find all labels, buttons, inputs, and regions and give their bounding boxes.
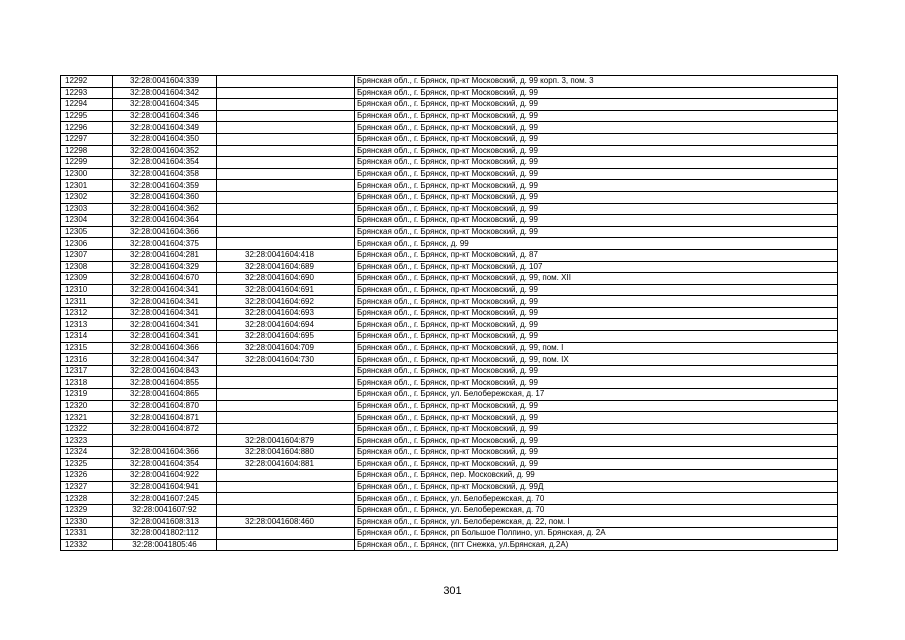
address-cell: Брянская обл., г. Брянск, ул. Белобережская, д. 70 — [355, 504, 838, 516]
address-cell: Брянская обл., г. Брянск, пр-кт Московский, д. 99 — [355, 122, 838, 134]
cadastral-number-cell: 32:28:0041604:352 — [113, 145, 217, 157]
cadastral-number-cell: 32:28:0041805:46 — [113, 539, 217, 551]
related-cadastral-number-cell — [217, 539, 355, 551]
related-cadastral-number-cell — [217, 133, 355, 145]
address-cell: Брянская обл., г. Брянск, пр-кт Московский, д. 99 — [355, 133, 838, 145]
row-number-cell: 12305 — [61, 226, 113, 238]
row-number-cell: 12318 — [61, 377, 113, 389]
address-cell: Брянская обл., г. Брянск, пр-кт Московский, д. 99 — [355, 99, 838, 111]
cadastral-number-cell: 32:28:0041604:366 — [113, 226, 217, 238]
related-cadastral-number-cell — [217, 99, 355, 111]
address-cell: Брянская обл., г. Брянск, пр-кт Московский, д. 99 — [355, 168, 838, 180]
address-cell: Брянская обл., г. Брянск, пр-кт Московский, д. 99 — [355, 87, 838, 99]
address-cell: Брянская обл., г. Брянск, пр-кт Московский, д. 99 — [355, 365, 838, 377]
table-row — [61, 458, 838, 470]
related-cadastral-number-cell: 32:28:0041604:730 — [217, 354, 355, 366]
address-cell: Брянская обл., г. Брянск, пр-кт Московский, д. 99 — [355, 203, 838, 215]
address-cell: Брянская обл., г. Брянск, пер. Московский, д. 99 — [355, 470, 838, 482]
row-number-cell: 12315 — [61, 342, 113, 354]
related-cadastral-number-cell: 32:28:0041604:881 — [217, 458, 355, 470]
address-cell: Брянская обл., г. Брянск, пр-кт Московский, д. 87 — [355, 249, 838, 261]
cadastral-number-cell: 32:28:0041604:366 — [113, 447, 217, 459]
related-cadastral-number-cell — [217, 528, 355, 540]
row-number-cell: 12332 — [61, 539, 113, 551]
table-row — [61, 319, 838, 331]
table-row — [61, 273, 838, 285]
row-number-cell: 12322 — [61, 423, 113, 435]
related-cadastral-number-cell: 32:28:0041604:709 — [217, 342, 355, 354]
address-cell: Брянская обл., г. Брянск, пр-кт Московский, д. 99 — [355, 110, 838, 122]
row-number-cell: 12298 — [61, 145, 113, 157]
table-row — [61, 528, 838, 540]
table-row — [61, 435, 838, 447]
address-cell: Брянская обл., г. Брянск, пр-кт Московский, д. 99 корп. 3, пом. 3 — [355, 76, 838, 88]
address-cell: Брянская обл., г. Брянск, пр-кт Московский, д. 99, пом. I — [355, 342, 838, 354]
cadastral-number-cell: 32:28:0041604:855 — [113, 377, 217, 389]
table-row — [61, 539, 838, 551]
address-cell: Брянская обл., г. Брянск, пр-кт Московский, д. 99 — [355, 284, 838, 296]
cadastral-number-cell: 32:28:0041604:341 — [113, 331, 217, 343]
cadastral-number-cell: 32:28:0041608:313 — [113, 516, 217, 528]
table-row — [61, 145, 838, 157]
cadastral-number-cell: 32:28:0041604:366 — [113, 342, 217, 354]
row-number-cell: 12313 — [61, 319, 113, 331]
cadastral-number-cell: 32:28:0041604:349 — [113, 122, 217, 134]
cadastral-number-cell: 32:28:0041802:112 — [113, 528, 217, 540]
row-number-cell: 12296 — [61, 122, 113, 134]
table-row — [61, 307, 838, 319]
table-row — [61, 331, 838, 343]
row-number-cell: 12331 — [61, 528, 113, 540]
row-number-cell: 12310 — [61, 284, 113, 296]
related-cadastral-number-cell: 32:28:0041604:689 — [217, 261, 355, 273]
table-row — [61, 423, 838, 435]
table-row — [61, 87, 838, 99]
table-row — [61, 354, 838, 366]
related-cadastral-number-cell — [217, 122, 355, 134]
related-cadastral-number-cell — [217, 504, 355, 516]
row-number-cell: 12304 — [61, 215, 113, 227]
row-number-cell: 12294 — [61, 99, 113, 111]
table-row — [61, 180, 838, 192]
cadastral-number-cell: 32:28:0041604:871 — [113, 412, 217, 424]
cadastral-number-cell: 32:28:0041604:281 — [113, 249, 217, 261]
row-number-cell: 12314 — [61, 331, 113, 343]
address-cell: Брянская обл., г. Брянск, пр-кт Московский, д. 99 — [355, 447, 838, 459]
cadastral-number-cell: 32:28:0041604:941 — [113, 481, 217, 493]
table-row — [61, 516, 838, 528]
table-row — [61, 157, 838, 169]
address-cell: Брянская обл., г. Брянск, пр-кт Московский, д. 99 — [355, 180, 838, 192]
address-cell: Брянская обл., г. Брянск, пр-кт Московский, д. 99 — [355, 331, 838, 343]
address-cell: Брянская обл., г. Брянск, пр-кт Московский, д. 99 — [355, 412, 838, 424]
row-number-cell: 12300 — [61, 168, 113, 180]
related-cadastral-number-cell: 32:28:0041604:690 — [217, 273, 355, 285]
cadastral-number-cell: 32:28:0041604:362 — [113, 203, 217, 215]
row-number-cell: 12297 — [61, 133, 113, 145]
table-row — [61, 296, 838, 308]
table-row — [61, 215, 838, 227]
row-number-cell: 12309 — [61, 273, 113, 285]
cadastral-number-cell: 32:28:0041604:358 — [113, 168, 217, 180]
row-number-cell: 12317 — [61, 365, 113, 377]
table-row — [61, 261, 838, 273]
table-row — [61, 249, 838, 261]
address-cell: Брянская обл., г. Брянск, пр-кт Московский, д. 99 — [355, 215, 838, 227]
table-row — [61, 110, 838, 122]
related-cadastral-number-cell — [217, 157, 355, 169]
cadastral-number-cell: 32:28:0041604:341 — [113, 284, 217, 296]
related-cadastral-number-cell — [217, 377, 355, 389]
table-row — [61, 377, 838, 389]
cadastral-number-cell: 32:28:0041604:922 — [113, 470, 217, 482]
cadastral-number-cell: 32:28:0041604:670 — [113, 273, 217, 285]
row-number-cell: 12295 — [61, 110, 113, 122]
related-cadastral-number-cell — [217, 226, 355, 238]
address-cell: Брянская обл., г. Брянск, пр-кт Московский, д. 99, пом. XII — [355, 273, 838, 285]
cadastral-number-cell: 32:28:0041607:245 — [113, 493, 217, 505]
cadastral-number-cell — [113, 435, 217, 447]
related-cadastral-number-cell: 32:28:0041604:691 — [217, 284, 355, 296]
cadastral-number-cell: 32:28:0041604:354 — [113, 157, 217, 169]
address-cell: Брянская обл., г. Брянск, ул. Белобережская, д. 17 — [355, 389, 838, 401]
table-row — [61, 284, 838, 296]
related-cadastral-number-cell — [217, 238, 355, 250]
related-cadastral-number-cell: 32:28:0041604:692 — [217, 296, 355, 308]
table-row — [61, 203, 838, 215]
related-cadastral-number-cell: 32:28:0041604:693 — [217, 307, 355, 319]
row-number-cell: 12312 — [61, 307, 113, 319]
table-row — [61, 133, 838, 145]
row-number-cell: 12293 — [61, 87, 113, 99]
address-cell: Брянская обл., г. Брянск, д. 99 — [355, 238, 838, 250]
row-number-cell: 12306 — [61, 238, 113, 250]
related-cadastral-number-cell — [217, 110, 355, 122]
row-number-cell: 12324 — [61, 447, 113, 459]
related-cadastral-number-cell — [217, 423, 355, 435]
cadastral-number-cell: 32:28:0041604:360 — [113, 191, 217, 203]
related-cadastral-number-cell — [217, 412, 355, 424]
related-cadastral-number-cell — [217, 180, 355, 192]
table-row — [61, 238, 838, 250]
table-row — [61, 168, 838, 180]
address-cell: Брянская обл., г. Брянск, пр-кт Московский, д. 107 — [355, 261, 838, 273]
row-number-cell: 12301 — [61, 180, 113, 192]
row-number-cell: 12316 — [61, 354, 113, 366]
cadastral-number-cell: 32:28:0041604:346 — [113, 110, 217, 122]
table-row — [61, 412, 838, 424]
address-cell: Брянская обл., г. Брянск, пр-кт Московский, д. 99 — [355, 435, 838, 447]
table-row — [61, 470, 838, 482]
cadastral-number-cell: 32:28:0041604:870 — [113, 400, 217, 412]
row-number-cell: 12319 — [61, 389, 113, 401]
related-cadastral-number-cell: 32:28:0041604:880 — [217, 447, 355, 459]
related-cadastral-number-cell — [217, 76, 355, 88]
cadastral-number-cell: 32:28:0041604:339 — [113, 76, 217, 88]
row-number-cell: 12299 — [61, 157, 113, 169]
table-row — [61, 481, 838, 493]
cadastral-number-cell: 32:28:0041604:341 — [113, 319, 217, 331]
related-cadastral-number-cell — [217, 203, 355, 215]
row-number-cell: 12328 — [61, 493, 113, 505]
page-number: 301 — [443, 585, 462, 597]
address-cell: Брянская обл., г. Брянск, пр-кт Московский, д. 99 — [355, 423, 838, 435]
address-cell: Брянская обл., г. Брянск, пр-кт Московский, д. 99 — [355, 307, 838, 319]
address-cell: Брянская обл., г. Брянск, пр-кт Московский, д. 99 — [355, 157, 838, 169]
address-cell: Брянская обл., г. Брянск, пр-кт Московский, д. 99 — [355, 377, 838, 389]
table-row — [61, 226, 838, 238]
related-cadastral-number-cell — [217, 191, 355, 203]
table-row — [61, 389, 838, 401]
cadastral-number-cell: 32:28:0041604:843 — [113, 365, 217, 377]
row-number-cell: 12329 — [61, 504, 113, 516]
table-row — [61, 504, 838, 516]
cadastral-number-cell: 32:28:0041604:865 — [113, 389, 217, 401]
related-cadastral-number-cell: 32:28:0041604:695 — [217, 331, 355, 343]
cadastral-table — [60, 75, 838, 551]
row-number-cell: 12308 — [61, 261, 113, 273]
row-number-cell: 12321 — [61, 412, 113, 424]
table-body — [61, 76, 838, 551]
table-row — [61, 365, 838, 377]
row-number-cell: 12292 — [61, 76, 113, 88]
address-cell: Брянская обл., г. Брянск, ул. Белобережская, д. 70 — [355, 493, 838, 505]
address-cell: Брянская обл., г. Брянск, рп Большое Полпино, ул. Брянская, д. 2А — [355, 528, 838, 540]
cadastral-number-cell: 32:28:0041604:350 — [113, 133, 217, 145]
related-cadastral-number-cell — [217, 481, 355, 493]
cadastral-number-cell: 32:28:0041607:92 — [113, 504, 217, 516]
table-row — [61, 447, 838, 459]
row-number-cell: 12323 — [61, 435, 113, 447]
related-cadastral-number-cell — [217, 389, 355, 401]
row-number-cell: 12330 — [61, 516, 113, 528]
table-row — [61, 342, 838, 354]
related-cadastral-number-cell — [217, 215, 355, 227]
cadastral-number-cell: 32:28:0041604:347 — [113, 354, 217, 366]
cadastral-number-cell: 32:28:0041604:345 — [113, 99, 217, 111]
row-number-cell: 12307 — [61, 249, 113, 261]
table-row — [61, 99, 838, 111]
related-cadastral-number-cell: 32:28:0041608:460 — [217, 516, 355, 528]
row-number-cell: 12302 — [61, 191, 113, 203]
related-cadastral-number-cell — [217, 400, 355, 412]
cadastral-number-cell: 32:28:0041604:341 — [113, 307, 217, 319]
table-row — [61, 122, 838, 134]
row-number-cell: 12326 — [61, 470, 113, 482]
address-cell: Брянская обл., г. Брянск, пр-кт Московский, д. 99 — [355, 319, 838, 331]
address-cell: Брянская обл., г. Брянск, пр-кт Московский, д. 99 — [355, 458, 838, 470]
row-number-cell: 12327 — [61, 481, 113, 493]
address-cell: Брянская обл., г. Брянск, пр-кт Московский, д. 99 — [355, 191, 838, 203]
cadastral-number-cell: 32:28:0041604:359 — [113, 180, 217, 192]
related-cadastral-number-cell — [217, 168, 355, 180]
related-cadastral-number-cell — [217, 145, 355, 157]
address-cell: Брянская обл., г. Брянск, ул. Белобережская, д. 22, пом. I — [355, 516, 838, 528]
cadastral-number-cell: 32:28:0041604:364 — [113, 215, 217, 227]
table-row — [61, 191, 838, 203]
cadastral-number-cell: 32:28:0041604:342 — [113, 87, 217, 99]
cadastral-number-cell: 32:28:0041604:354 — [113, 458, 217, 470]
address-cell: Брянская обл., г. Брянск, (пгт Снежка, ул.Брянская, д.2А) — [355, 539, 838, 551]
related-cadastral-number-cell — [217, 493, 355, 505]
address-cell: Брянская обл., г. Брянск, пр-кт Московский, д. 99 — [355, 145, 838, 157]
related-cadastral-number-cell: 32:28:0041604:418 — [217, 249, 355, 261]
cadastral-number-cell: 32:28:0041604:341 — [113, 296, 217, 308]
cadastral-number-cell: 32:28:0041604:872 — [113, 423, 217, 435]
row-number-cell: 12320 — [61, 400, 113, 412]
related-cadastral-number-cell — [217, 365, 355, 377]
address-cell: Брянская обл., г. Брянск, пр-кт Московский, д. 99 — [355, 296, 838, 308]
table-row — [61, 493, 838, 505]
address-cell: Брянская обл., г. Брянск, пр-кт Московский, д. 99Д — [355, 481, 838, 493]
address-cell: Брянская обл., г. Брянск, пр-кт Московский, д. 99 — [355, 400, 838, 412]
table-row — [61, 400, 838, 412]
related-cadastral-number-cell — [217, 470, 355, 482]
row-number-cell: 12311 — [61, 296, 113, 308]
cadastral-number-cell: 32:28:0041604:329 — [113, 261, 217, 273]
table-row — [61, 76, 838, 88]
row-number-cell: 12325 — [61, 458, 113, 470]
address-cell: Брянская обл., г. Брянск, пр-кт Московский, д. 99, пом. IX — [355, 354, 838, 366]
row-number-cell: 12303 — [61, 203, 113, 215]
related-cadastral-number-cell — [217, 87, 355, 99]
cadastral-number-cell: 32:28:0041604:375 — [113, 238, 217, 250]
address-cell: Брянская обл., г. Брянск, пр-кт Московский, д. 99 — [355, 226, 838, 238]
related-cadastral-number-cell: 32:28:0041604:879 — [217, 435, 355, 447]
related-cadastral-number-cell: 32:28:0041604:694 — [217, 319, 355, 331]
